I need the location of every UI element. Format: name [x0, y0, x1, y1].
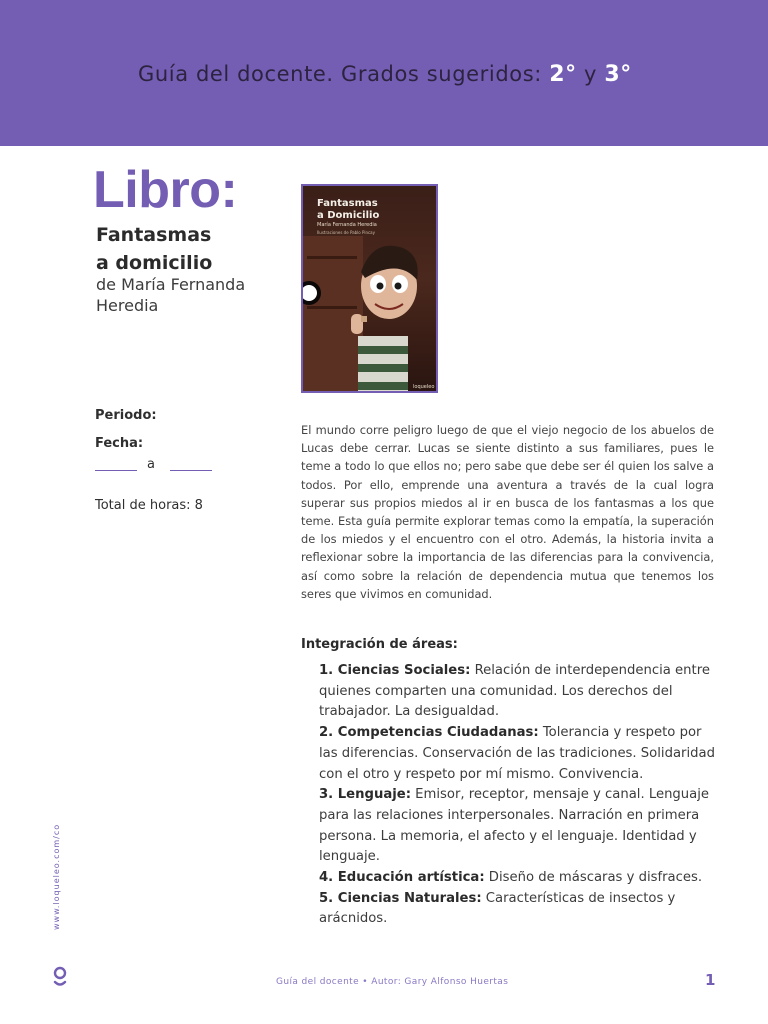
cover-title: [317, 198, 379, 222]
integration-item-label: 5. Ciencias Naturales:: [319, 890, 482, 906]
cover-title-line2: a Domicilio: [317, 210, 380, 221]
book-author-line1: de María Fernanda: [96, 275, 246, 294]
loqueleo-logo-icon: [52, 966, 68, 988]
integration-item: [319, 661, 719, 723]
integration-item: [319, 723, 719, 785]
book-title-line2: a domicilio: [96, 252, 213, 274]
book-author-line2: Heredia: [96, 296, 159, 315]
cover-publisher: loqueleo: [413, 384, 435, 390]
integration-item: [319, 868, 719, 889]
grade-connector: y: [584, 62, 598, 86]
integration-item-text: Relación de interdependencia entre quienes comparten una comunidad. Los derechos del trabajador. La desigualdad.: [319, 663, 710, 720]
total-hours: Total de horas: 8: [95, 498, 203, 513]
integration-item-label: 2. Competencias Ciudadanas:: [319, 725, 539, 741]
fecha-connector: a: [147, 457, 155, 472]
book-cover-image: [301, 184, 438, 393]
integration-item-label: 4. Educación artística:: [319, 870, 485, 886]
fecha-start-line: [95, 470, 137, 471]
book-title-line1: Fantasmas: [96, 224, 212, 246]
book-author: [96, 274, 276, 316]
integration-item-text: Características de insectos y arácnidos.: [319, 890, 676, 927]
sidebar-url[interactable]: www.loqueleo.com/co: [52, 823, 61, 930]
integration-item-label: 1. Ciencias Sociales:: [319, 663, 471, 678]
header-title: [138, 62, 632, 87]
fecha-end-line: [170, 470, 212, 471]
libro-label: Libro:: [93, 161, 238, 219]
integration-item: [319, 889, 719, 930]
integration-item-text: Diseño de máscaras y disfraces.: [484, 870, 703, 886]
integration-list: [319, 661, 719, 930]
header-title-text: Guía del docente. Grados sugeridos:: [138, 62, 542, 86]
integration-item-text: Emisor, receptor, mensaje y canal. Lenguaje para las relaciones interpersonales. Narración en primera persona. La memoria, el afecto y el lenguaje. Identidad y lenguaje.: [319, 787, 710, 865]
grade-a: 2°: [549, 62, 577, 87]
cover-illustrator: Ilustraciones de Pablo Pincay: [317, 230, 375, 235]
integration-item-text: Tolerancia y respeto por las diferencias. Conservación de las tradiciones. Solidaridad con el otro y respeto por mí mismo. Convivencia.: [319, 725, 715, 782]
periodo-label: Periodo:: [95, 408, 157, 423]
summary-paragraph: El mundo corre peligro luego de que el viejo negocio de los abuelos de Lucas debe cerrar. Lucas se siente distinto a sus familiares, pues le teme a todo lo que ellos no; pero sabe que debe ser él quien los salve a todos. Por ello, emprende una aventura a través de la cual logra superar sus propios miedos al ir en busca de los fantasmas a los que teme. Esta guía permite explorar temas como la empatía, la superación de los miedos y el encuentro con el otro. Además, la historia invita a reflexionar sobre la importancia de las diferencias para la convivencia, así como sobre la relación de dependencia mutua que tenemos los seres que vivimos en comunidad.: [301, 423, 714, 601]
book-title: [96, 221, 276, 277]
footer-text: Guía del docente • Autor: Gary Alfonso Huertas: [276, 977, 509, 987]
grade-b: 3°: [604, 62, 632, 87]
integration-title: Integración de áreas:: [301, 637, 458, 652]
fecha-label: Fecha:: [95, 436, 144, 451]
integration-item-label: 3. Lenguaje:: [319, 787, 411, 803]
cover-title-line1: Fantasmas: [317, 198, 378, 209]
cover-author: María Fernanda Heredia: [317, 222, 377, 228]
integration-item: [319, 785, 719, 868]
page-number: 1: [705, 971, 716, 989]
